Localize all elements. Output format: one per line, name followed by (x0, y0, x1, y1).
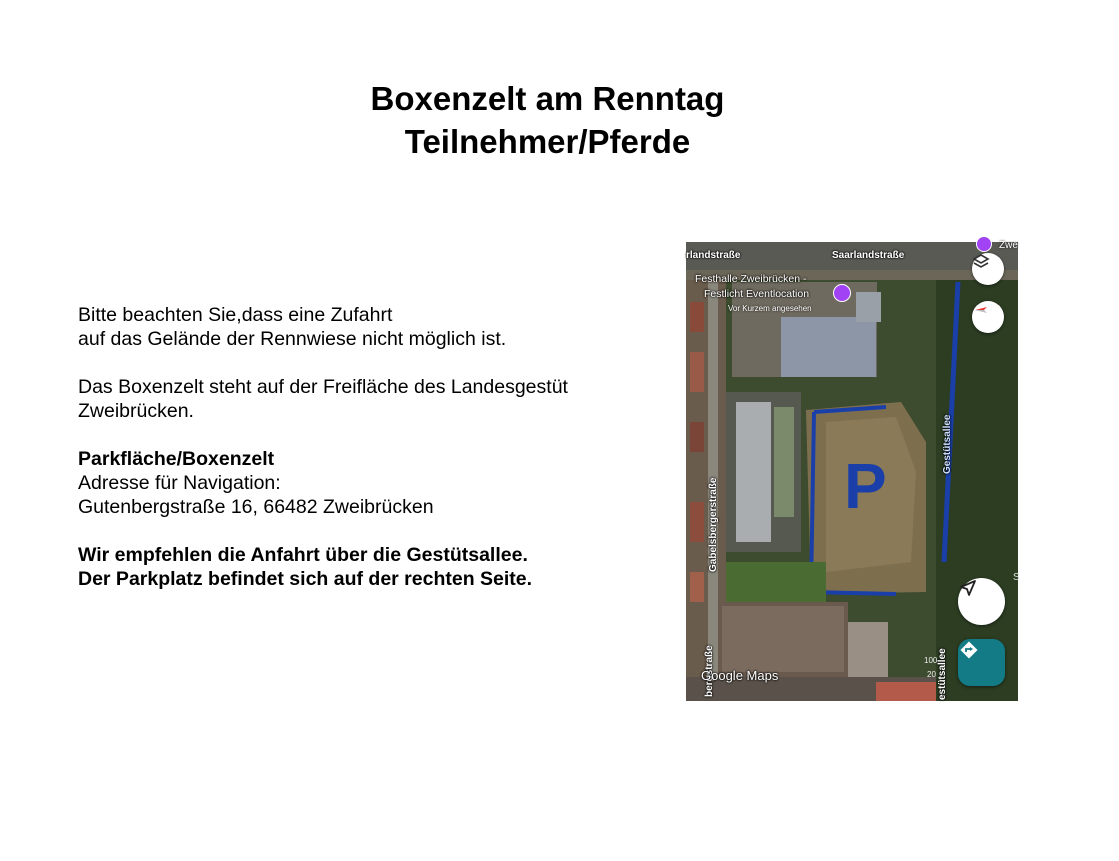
street-label-top-left: rlandstraße (686, 250, 741, 261)
poi-name-line-1[interactable]: Festhalle Zweibrücken - (695, 273, 807, 285)
info-text (78, 303, 658, 615)
directions-button[interactable] (958, 639, 1005, 686)
access-notice-line-2: auf das Gelände der Rennwiese nicht möglich ist. (78, 328, 507, 350)
recommendation-line-1: Wir empfehlen die Anfahrt über die Gestütsallee. (78, 544, 528, 566)
route-recommendation (78, 543, 658, 591)
tent-location-line-1: Das Boxenzelt steht auf der Freifläche des Landesgestüt (78, 376, 568, 398)
tent-location (78, 375, 658, 423)
parking-heading: Parkfläche/Boxenzelt (78, 448, 275, 470)
scale-label-2: 20 (927, 670, 936, 679)
navigation-arrow-icon (958, 578, 978, 598)
street-label-saarlandstrasse: Saarlandstraße (832, 250, 905, 261)
title-line-2: Teilnehmer/Pferde (404, 123, 691, 160)
navigation-address: Gutenbergstraße 16, 66482 Zweibrücken (78, 496, 434, 518)
street-label-gestuetsallee: Gestütsallee (942, 414, 953, 474)
access-notice (78, 303, 658, 351)
street-label-gabelsbergerstrasse: Gabelsbergerstraße (708, 477, 719, 572)
google-maps-logo: Google Maps (701, 668, 779, 683)
navigation-label: Adresse für Navigation: (78, 472, 281, 494)
tent-location-line-2: Zweibrücken. (78, 400, 194, 422)
street-label-bottom-left: bergstraße (704, 645, 715, 697)
poi-recently-viewed: Vor Kurzem angesehen (728, 304, 812, 313)
map-screenshot (686, 242, 1018, 701)
poi-name-line-2[interactable]: Festlicht Eventlocation (704, 288, 810, 300)
street-label-gestuetsallee-bottom: estütsallee (937, 648, 948, 700)
layers-icon (972, 253, 990, 271)
scale-label-1: 100 (924, 656, 938, 665)
directions-icon (958, 639, 980, 661)
parking-marker: P (844, 450, 887, 522)
corner-label-right: S (1013, 572, 1020, 583)
access-notice-line-1: Bitte beachten Sie,dass eine Zufahrt (78, 304, 393, 326)
compass-icon (972, 301, 990, 319)
compass-button[interactable] (972, 301, 1004, 333)
layers-button[interactable] (972, 253, 1004, 285)
my-location-button[interactable] (958, 578, 1005, 625)
title-line-1: Boxenzelt am Renntag (370, 80, 725, 117)
page-title (0, 77, 1095, 163)
poi-pin-icon[interactable] (976, 236, 992, 252)
event-venue-icon[interactable] (833, 284, 851, 302)
recommendation-line-2: Der Parkplatz befindet sich auf der rechten Seite. (78, 568, 533, 590)
parking-info (78, 447, 658, 519)
corner-label-top: Zwe (999, 240, 1018, 251)
